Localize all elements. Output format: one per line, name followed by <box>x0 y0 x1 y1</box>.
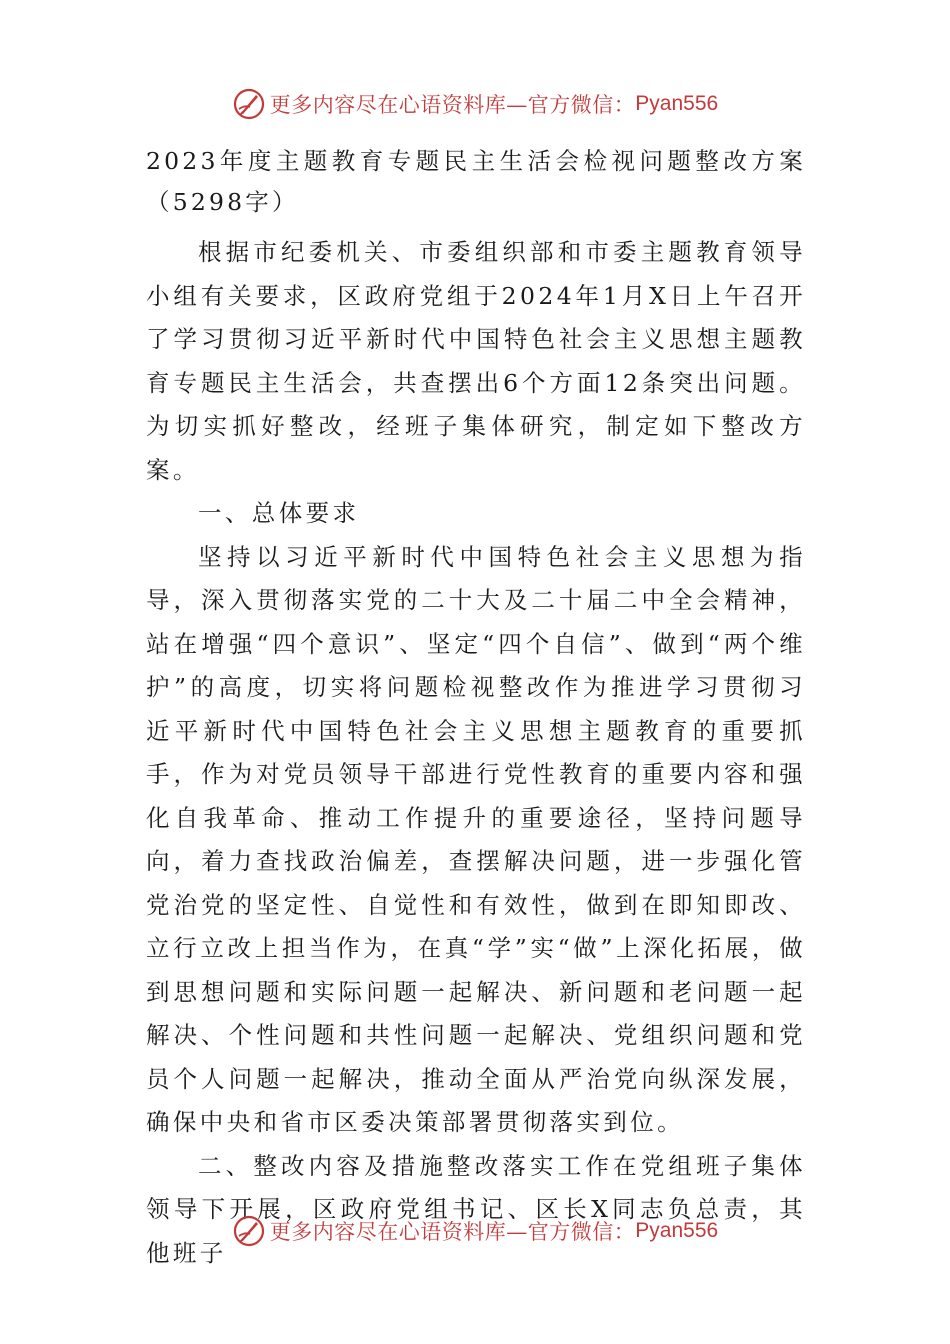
watermark-wechat-id: Pyan556 <box>635 92 719 115</box>
watermark-text: 更多内容尽在心语资料库—官方微信： <box>269 1220 636 1244</box>
intro-paragraph: 根据市纪委机关、市委组织部和市委主题教育领导小组有关要求，区政府党组于2024年1月X日上午召开了学习贯彻习近平新时代中国特色社会主义思想主题教育专题民主生活会，共查摆出6个方面12条突出问题。为切实抓好整改，经班子集体研究，制定如下整改方案。 <box>146 238 806 484</box>
general-requirements-paragraph: 坚持以习近平新时代中国特色社会主义思想为指导，深入贯彻落实党的二十大及二十届二中全会精神，站在增强“四个意识”、坚定“四个自信”、做到“两个维护”的高度，切实将问题检视整改作为推进学习贯彻习近平新时代中国特色社会主义思想主题教育的重要抓手，作为对党员领导干部进行党性教育的重要内容和强化自我革命、推动工作提升的重要途径，坚持问题导向，着力查找政治偏差，查摆解决问题，进一步强化管党治党的坚定性、自觉性和有效性，做到在即知即改、立行立改上担当作为，在真“学”实“做”上深化拓展，做到思想问题和实际问题一起解决、新问题和老问题一起解决、个性问题和共性问题一起解决、党组织问题和党员个人问题一起解决，推动全面从严治党向纵深发展，确保中央和省市区委决策部署贯彻落实到位。 <box>146 542 806 1136</box>
watermark-banner-bottom <box>0 1211 950 1251</box>
rectification-content-paragraph: 二、整改内容及措施整改落实工作在党组班子集体领导下开展，区政府党组书记、区长X同志负总责，其他班子 <box>146 1151 806 1267</box>
watermark-text: 更多内容尽在心语资料库—官方微信： <box>269 93 636 117</box>
quill-pen-logo-icon <box>232 87 266 121</box>
quill-pen-logo-icon <box>232 1214 266 1248</box>
section-heading-general-requirements: 一、总体要求 <box>198 499 360 527</box>
watermark-banner-top <box>0 84 950 124</box>
watermark-wechat-id: Pyan556 <box>635 1219 719 1242</box>
document-title: 2023年度主题教育专题民主生活会检视问题整改方案（5298字） <box>146 147 806 216</box>
document-body <box>146 141 806 1275</box>
